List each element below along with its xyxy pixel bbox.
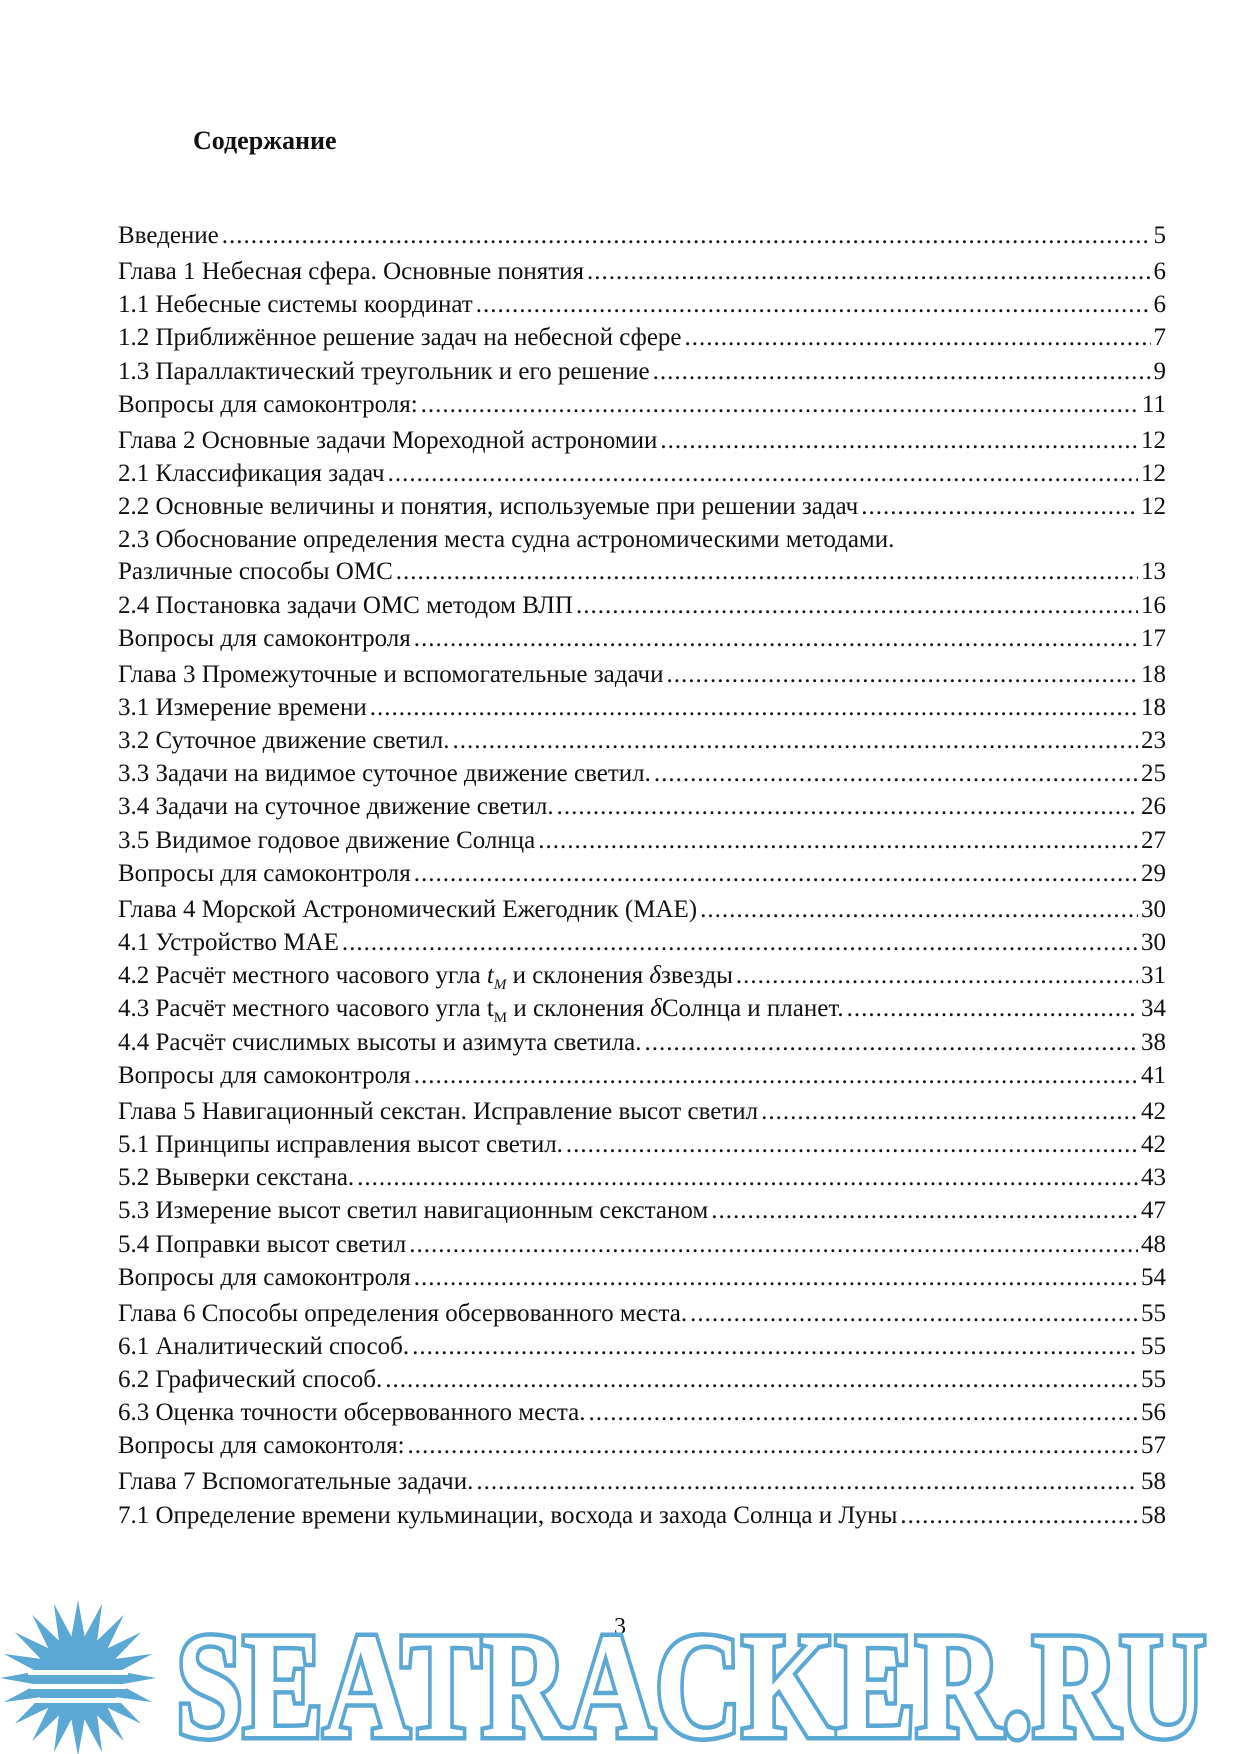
toc-entry-page: 12 (1141, 459, 1166, 487)
toc-entry-page: 6 (1153, 258, 1166, 285)
toc-entry-title: Различные способы ОМС (118, 558, 393, 586)
toc-leader-dots (414, 859, 1138, 889)
toc-leader-dots (414, 1263, 1138, 1293)
toc-entry-title: 5.1 Принципы исправления высот светил. (118, 1130, 563, 1158)
toc-entry[interactable] (118, 357, 1166, 387)
toc-entry[interactable] (118, 1398, 1166, 1428)
toc-entry-page: 12 (1141, 493, 1166, 521)
toc-entry-page: 29 (1141, 859, 1166, 887)
toc-entry-title: 2.1 Классификация задач (118, 459, 385, 487)
toc-entry-title: Вопросы для самоконтроля (118, 624, 411, 652)
toc-entry-line1[interactable] (118, 525, 1166, 555)
toc-leader-dots (654, 759, 1138, 789)
toc-leader-dots (476, 290, 1151, 320)
toc-entry-title: 7.1 Определение времени кульминации, восхода и захода Солнца и Луны (118, 1501, 898, 1529)
toc-entry[interactable] (118, 792, 1166, 822)
toc-entry-page: 47 (1141, 1197, 1166, 1225)
toc-leader-dots (685, 323, 1151, 353)
toc-entry-page: 25 (1141, 760, 1166, 788)
toc-leader-dots (557, 792, 1138, 822)
toc-entry-page: 18 (1141, 693, 1166, 721)
toc-entry-title: Глава 3 Промежуточные и вспомогательные задачи (118, 660, 664, 688)
toc-entry-chapter[interactable] (118, 1097, 1166, 1127)
toc-entry-page: 48 (1141, 1230, 1166, 1258)
toc-leader-dots (861, 492, 1138, 522)
toc-entry-page: 55 (1141, 1332, 1166, 1360)
toc-leader-dots (370, 693, 1138, 723)
toc-entry[interactable] (118, 459, 1166, 489)
page-number: 3 (614, 1614, 626, 1640)
toc-entry-title: 3.4 Задачи на суточное движение светил. (118, 793, 554, 821)
toc-leader-dots (396, 557, 1138, 587)
toc-entry-page: 34 (1141, 995, 1166, 1023)
toc-leader-dots (660, 426, 1138, 456)
toc-entry-page: 58 (1141, 1501, 1166, 1529)
toc-entry-page: 7 (1153, 324, 1166, 352)
toc-leader-dots (414, 1061, 1138, 1091)
toc-entry-page: 31 (1141, 962, 1166, 990)
toc-entry[interactable] (118, 1061, 1166, 1091)
toc-leader-dots (761, 1097, 1138, 1127)
toc-entry-page: 23 (1141, 727, 1166, 755)
toc-entry-title: Глава 5 Навигационный секстан. Исправление высот светил (118, 1097, 759, 1125)
toc-leader-dots (566, 1130, 1138, 1160)
toc-entry[interactable] (118, 221, 1166, 251)
toc-entry-title: 5.4 Поправки высот светил (118, 1230, 407, 1258)
toc-entry[interactable] (118, 693, 1166, 723)
toc-entry[interactable] (118, 1263, 1166, 1293)
toc-entry-title: 4.1 Устройство МАЕ (118, 929, 339, 956)
toc-entry-title: 2.2 Основные величины и понятия, используемые при решении задач (118, 493, 859, 521)
toc-entry-title: Вопросы для самоконтоля: (118, 1432, 405, 1460)
toc-leader-dots (409, 1230, 1138, 1260)
toc-entry[interactable] (118, 390, 1166, 420)
toc-entry-title: Глава 2 Основные задачи Мореходной астрономии (118, 426, 658, 454)
toc-entry-title: Вопросы для самоконтроля (118, 1263, 411, 1291)
toc-leader-dots (414, 624, 1138, 654)
toc-entry[interactable] (118, 1196, 1166, 1226)
toc-entry[interactable] (118, 591, 1166, 621)
toc-entry-chapter[interactable] (118, 660, 1166, 690)
toc-leader-dots (385, 1365, 1138, 1395)
toc-entry-title: Вопросы для самоконтроля (118, 1061, 411, 1089)
toc-entry-page: 13 (1141, 558, 1166, 586)
toc-leader-dots (588, 1398, 1138, 1428)
toc-entry-page: 54 (1141, 1263, 1166, 1291)
toc-leader-dots (342, 928, 1138, 958)
toc-entry-title: 3.5 Видимое годовое движение Солнца (118, 826, 536, 854)
toc-entry[interactable] (118, 726, 1166, 756)
toc-entry-title: 4.4 Расчёт счислимых высоты и азимута светила. (118, 1028, 642, 1056)
toc-leader-dots (690, 1299, 1138, 1329)
toc-leader-dots (222, 221, 1151, 251)
toc-leader-dots (711, 1196, 1138, 1226)
toc-entry[interactable] (118, 1163, 1166, 1193)
toc-entry-title: Глава 1 Небесная сфера. Основные понятия (118, 258, 585, 285)
toc-entry[interactable] (118, 1501, 1166, 1531)
toc-leader-dots (388, 459, 1138, 489)
toc-entry-page: 9 (1153, 357, 1166, 385)
toc-entry[interactable] (118, 859, 1166, 889)
toc-leader-dots (421, 390, 1139, 420)
toc-entry-title: 3.1 Измерение времени (118, 693, 367, 721)
watermark-text: SEATRACKER.RU (176, 1603, 1206, 1754)
toc-leader-dots (700, 895, 1138, 925)
toc-entry-page: 11 (1141, 390, 1166, 418)
toc-leader-dots (538, 826, 1138, 856)
toc-entry-title: 2.4 Постановка задачи ОМС методом ВЛП (118, 591, 573, 619)
toc-entry-chapter[interactable] (118, 1299, 1166, 1329)
toc-entry-title: 1.2 Приближённое решение задач на небесной сфере (118, 324, 682, 352)
toc-entry[interactable] (118, 994, 1166, 1027)
toc-entry-title: 6.2 Графический способ. (118, 1366, 383, 1394)
toc-entry[interactable] (118, 928, 1166, 958)
toc-entry-page: 12 (1141, 426, 1166, 454)
toc-entry-title: Вопросы для самоконтроля: (118, 390, 418, 418)
toc-entry-chapter[interactable] (118, 1467, 1166, 1497)
toc-entry[interactable] (118, 1130, 1166, 1160)
toc-entry-chapter[interactable] (118, 426, 1166, 456)
toc-leader-dots (453, 726, 1138, 756)
toc-entry-page: 41 (1141, 1061, 1166, 1089)
toc-entry[interactable] (118, 492, 1166, 522)
toc-entry-page: 43 (1141, 1164, 1166, 1192)
toc-leader-dots (357, 1163, 1138, 1193)
toc-entry-title: Вопросы для самоконтроля (118, 859, 411, 887)
toc-entry-page: 6 (1153, 291, 1166, 319)
toc-entry-page: 42 (1141, 1097, 1166, 1125)
toc-entry-chapter[interactable] (118, 257, 1166, 287)
toc-leader-dots (476, 1467, 1138, 1497)
toc-leader-dots (653, 357, 1151, 387)
toc-entry-page: 30 (1141, 929, 1166, 956)
toc-entry-page: 27 (1141, 826, 1166, 854)
toc-entry-title: 3.3 Задачи на видимое суточное движение светил. (118, 760, 651, 788)
toc-entry[interactable] (118, 624, 1166, 654)
toc-entry-page: 57 (1141, 1432, 1166, 1460)
toc-entry-page: 5 (1153, 222, 1166, 249)
toc-entry[interactable] (118, 826, 1166, 856)
toc-entry-title: 6.1 Аналитический способ. (118, 1332, 410, 1360)
toc-leader-dots (847, 994, 1138, 1024)
toc-entry[interactable] (118, 759, 1166, 789)
toc-entry[interactable] (118, 1332, 1166, 1362)
toc-entry-title: Глава 4 Морской Астрономический Ежегодник (МАЕ) (118, 895, 698, 923)
toc-entry-page: 30 (1141, 895, 1166, 923)
toc-leader-dots (576, 591, 1138, 621)
toc-leader-dots (645, 1028, 1139, 1058)
toc-leader-dots (412, 1332, 1138, 1362)
toc-entry[interactable] (118, 290, 1166, 320)
toc-entry-chapter[interactable] (118, 895, 1166, 925)
toc-entry-page: 38 (1141, 1028, 1166, 1056)
toc-entry-page: 56 (1141, 1399, 1166, 1427)
toc-entry-title: 2.3 Обоснование определения места судна астрономическими методами. (118, 526, 895, 554)
toc-leader-dots (900, 1501, 1138, 1531)
toc-entry[interactable] (118, 961, 1166, 994)
toc-entry-title: 3.2 Суточное движение светил. (118, 727, 450, 755)
toc-leader-dots (736, 961, 1138, 991)
toc-entry-title: 6.3 Оценка точности обсервованного места. (118, 1399, 586, 1427)
toc-entry-title: 5.2 Выверки секстана. (118, 1164, 355, 1192)
toc-leader-dots (667, 660, 1139, 690)
toc-entry-page: 55 (1141, 1366, 1166, 1394)
toc-entry-page: 42 (1141, 1130, 1166, 1158)
toc-entry-page: 18 (1141, 660, 1166, 688)
toc-entry-page: 55 (1141, 1299, 1166, 1327)
toc-entry-title: 5.3 Измерение высот светил навигационным секстаном (118, 1197, 709, 1225)
toc-entry-line2[interactable] (118, 557, 1166, 587)
toc-entry-title: 4.2 Расчёт местного часового угла $t_M$ и склонения δзвезды (118, 962, 733, 994)
toc-entry[interactable] (118, 1365, 1166, 1395)
toc-entry[interactable] (118, 323, 1166, 353)
toc-entry[interactable] (118, 1431, 1166, 1461)
toc-leader-dots (587, 257, 1150, 287)
toc-entry-page: 17 (1141, 624, 1166, 652)
toc-entry-title: 1.1 Небесные системы координат (118, 291, 473, 319)
toc-entry-page: 58 (1141, 1468, 1166, 1496)
toc-leader-dots (408, 1431, 1138, 1461)
toc-entry-title: Глава 7 Вспомогательные задачи. (118, 1468, 474, 1496)
toc-entry-title: Введение (118, 222, 219, 249)
toc-entry[interactable] (118, 1230, 1166, 1260)
toc-entry-title: Глава 6 Способы определения обсервованного места. (118, 1299, 688, 1327)
toc-entry-title: 1.3 Параллактический треугольник и его решение (118, 357, 650, 385)
toc-heading: Содержание (193, 126, 337, 155)
toc-entry-page: 16 (1141, 591, 1166, 619)
toc-entry-title: 4.3 Расчёт местного часового угла $t_M$ и склонения δСолнца и планет. (118, 995, 844, 1027)
toc-entry-page: 26 (1141, 793, 1166, 821)
table-of-contents (118, 221, 1166, 1534)
